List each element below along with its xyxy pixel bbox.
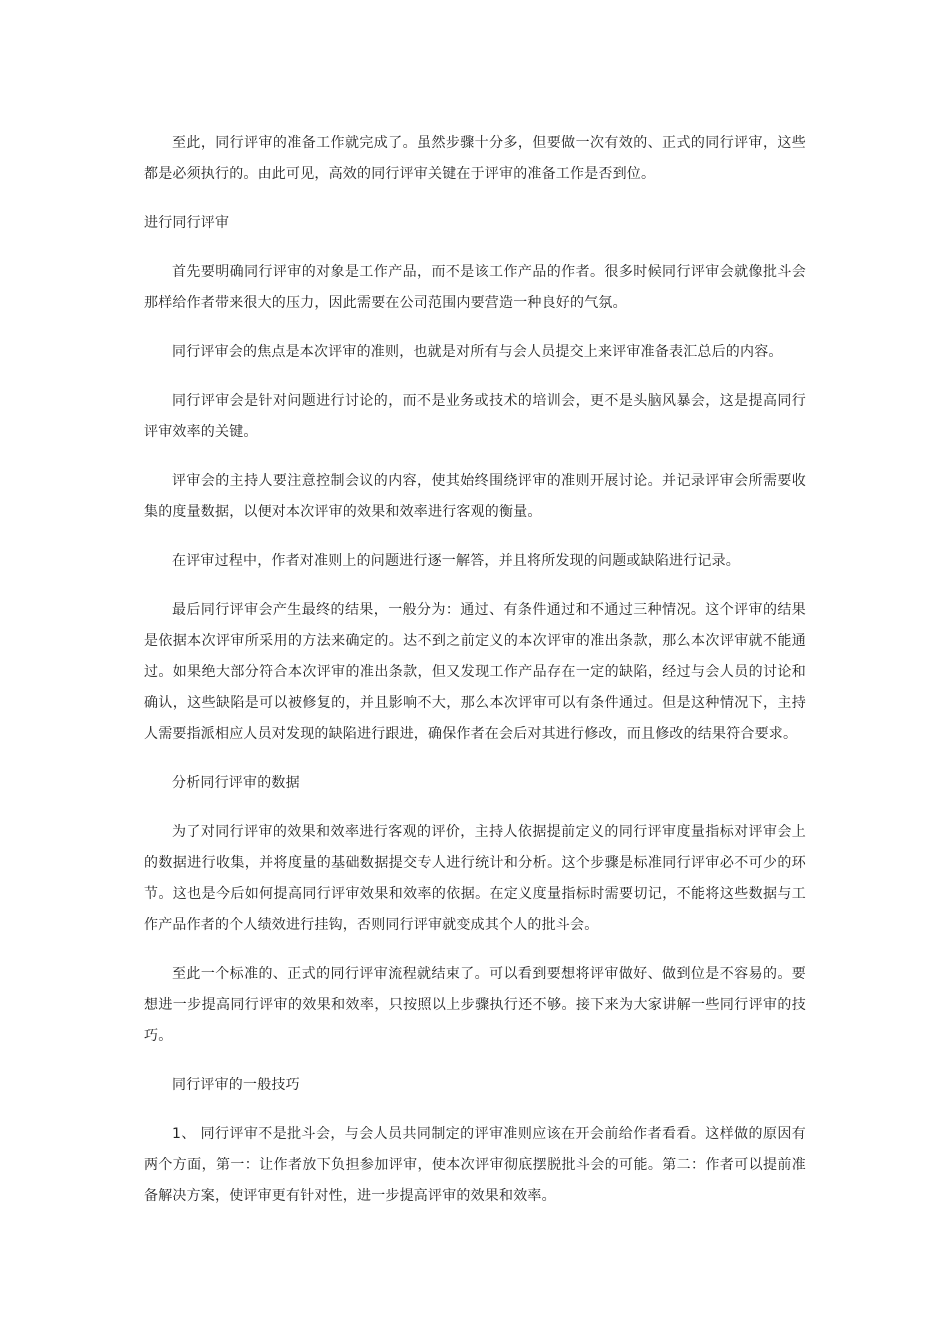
paragraph: 同行评审会的焦点是本次评审的准则，也就是对所有与会人员提交上来评审准备表汇总后的内容。 (172, 344, 783, 360)
paragraph: 同行评审会是针对问题进行讨论的，而不是业务或技术的培训会，更不是头脑风暴会，这是提高同行评审效率的关键。 (144, 393, 806, 440)
paragraph: 评审会的主持人要注意控制会议的内容，使其始终围绕评审的准则开展讨论。并记录评审会所需要收集的度量数据，以便对本次评审的效果和效率进行客观的衡量。 (144, 473, 806, 520)
list-item (144, 1119, 806, 1212)
list-item-text: 同行评审不是批斗会，与会人员共同制定的评审准则应该在开会前给作者看看。这样做的原因有两个方面，第一：让作者放下负担参加评审，使本次评审彻底摆脱批斗会的可能。第二：作者可以提前准备解决方案，使评审更有针对性，进一步提高评审的效果和效率。 (144, 1126, 806, 1204)
paragraph: 首先要明确同行评审的对象是工作产品，而不是该工作产品的作者。很多时候同行评审会就像批斗会那样给作者带来很大的压力，因此需要在公司范围内要营造一种良好的气氛。 (144, 264, 806, 311)
paragraph: 至此，同行评审的准备工作就完成了。虽然步骤十分多，但要做一次有效的、正式的同行评审，这些都是必须执行的。由此可见，高效的同行评审关键在于评审的准备工作是否到位。 (144, 135, 806, 182)
paragraph: 至此一个标准的、正式的同行评审流程就结束了。可以看到要想将评审做好、做到位是不容易的。要想进一步提高同行评审的效果和效率，只按照以上步骤执行还不够。接下来为大家讲解一些同行评审的技巧。 (144, 966, 806, 1044)
section-heading: 分析同行评审的数据 (172, 775, 300, 791)
list-number: 1、 (172, 1126, 196, 1142)
section-heading: 进行同行评审 (144, 215, 230, 231)
section-heading: 同行评审的一般技巧 (172, 1077, 300, 1093)
paragraph: 在评审过程中，作者对准则上的问题进行逐一解答，并且将所发现的问题或缺陷进行记录。 (172, 553, 740, 569)
document-body (144, 128, 806, 1230)
paragraph: 最后同行评审会产生最终的结果，一般分为：通过、有条件通过和不通过三种情况。这个评审的结果是依据本次评审所采用的方法来确定的。达不到之前定义的本次评审的准出条款，那么本次评审就不能通过。如果绝大部分符合本次评审的准出条款，但又发现工作产品存在一定的缺陷，经过与会人员的讨论和确认，这些缺陷是可以被修复的，并且影响不大，那么本次评审可以有条件通过。但是这种情况下，主持人需要指派相应人员对发现的缺陷进行跟进，确保作者在会后对其进行修改，而且修改的结果符合要求。 (144, 602, 806, 742)
paragraph: 为了对同行评审的效果和效率进行客观的评价，主持人依据提前定义的同行评审度量指标对评审会上的数据进行收集，并将度量的基础数据提交专人进行统计和分析。这个步骤是标准同行评审必不可少的环节。这也是今后如何提高同行评审效果和效率的依据。在定义度量指标时需要切记，不能将这些数据与工作产品作者的个人绩效进行挂钩，否则同行评审就变成其个人的批斗会。 (144, 824, 806, 933)
